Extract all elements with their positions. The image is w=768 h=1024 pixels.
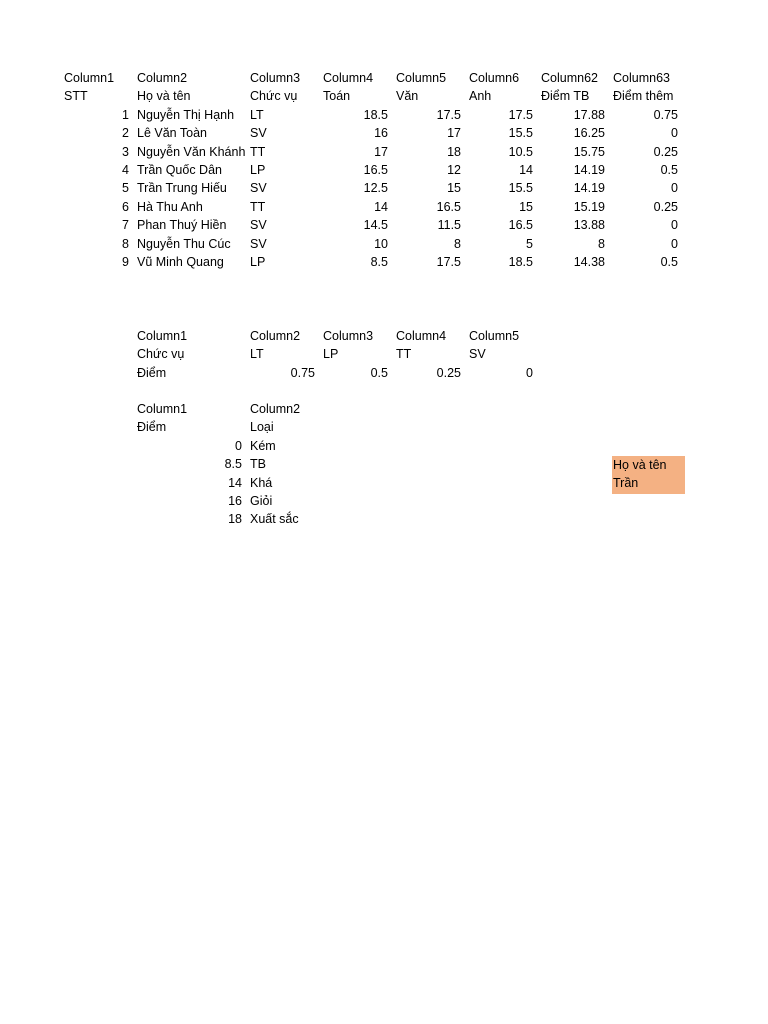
- table3-header-cell[interactable]: Loại: [250, 420, 274, 435]
- table1-cell[interactable]: Nguyễn Văn Khánh: [137, 144, 246, 159]
- table1-cell[interactable]: Hà Thu Anh: [137, 199, 203, 214]
- table1-cell[interactable]: 18.5: [363, 107, 388, 122]
- table1-cell[interactable]: 14.38: [573, 255, 605, 269]
- table1-cell[interactable]: 8: [454, 236, 461, 251]
- table3-cell[interactable]: 8.5: [224, 457, 242, 472]
- table1-cell[interactable]: 5: [526, 236, 533, 251]
- table1-cell[interactable]: 17.5: [508, 107, 533, 122]
- table1-cell[interactable]: 16: [374, 126, 388, 141]
- table1-header-cell[interactable]: Column3: [250, 71, 301, 85]
- table1-header-cell[interactable]: Column62: [541, 71, 598, 85]
- table3-cell[interactable]: 18: [228, 512, 242, 527]
- lookup-label-cell[interactable]: Họ và tên: [613, 458, 667, 472]
- table1-cell[interactable]: LT: [250, 107, 264, 122]
- table1-cell[interactable]: 17.5: [436, 255, 461, 269]
- table1-cell[interactable]: 0.25: [653, 144, 678, 159]
- table1-header-cell[interactable]: Văn: [396, 89, 419, 104]
- table2-cell[interactable]: TT: [396, 347, 412, 362]
- table1-cell[interactable]: 5: [122, 181, 129, 196]
- table1-cell[interactable]: 16.5: [508, 218, 533, 233]
- table2-header-cell[interactable]: Column4: [396, 329, 447, 343]
- table1-cell[interactable]: 0: [671, 181, 678, 196]
- table1-cell[interactable]: TT: [250, 199, 266, 214]
- table2-row-label[interactable]: Điểm: [137, 365, 167, 380]
- table1-cell[interactable]: 2: [122, 126, 129, 141]
- table1-header-cell[interactable]: Toán: [323, 89, 351, 104]
- table1-cell[interactable]: 15: [447, 181, 461, 196]
- table3-header-cell[interactable]: Column2: [250, 402, 301, 416]
- table2-cell[interactable]: LT: [250, 347, 264, 362]
- table1-header-cell[interactable]: Chức vụ: [250, 89, 298, 104]
- table1-cell[interactable]: 11.5: [437, 218, 461, 233]
- table3-header-cell[interactable]: Điểm: [137, 420, 167, 435]
- table1-cell[interactable]: 17: [447, 126, 461, 141]
- table3-cell[interactable]: Xuất sắc: [250, 512, 299, 527]
- table1-cell[interactable]: 10.5: [508, 144, 533, 159]
- table1-cell[interactable]: LP: [250, 163, 266, 177]
- table1-header-cell[interactable]: Column5: [396, 71, 447, 85]
- table3-cell[interactable]: 16: [228, 494, 242, 508]
- table1-cell[interactable]: 15: [519, 199, 533, 214]
- table1-cell[interactable]: Lê Văn Toàn: [137, 126, 207, 141]
- table1-cell[interactable]: 3: [122, 144, 129, 159]
- table1-cell[interactable]: 14.5: [363, 218, 388, 233]
- table1-cell[interactable]: 13.88: [573, 218, 605, 233]
- table1-cell[interactable]: 15.5: [508, 126, 533, 141]
- table1-cell[interactable]: LP: [250, 255, 266, 269]
- table1-cell[interactable]: 18: [447, 144, 461, 159]
- table1-header-cell[interactable]: Họ và tên: [137, 89, 191, 104]
- table1-header-cell[interactable]: Column6: [469, 71, 520, 85]
- table1-cell[interactable]: 15.5: [508, 181, 533, 196]
- table2-row-label[interactable]: Chức vụ: [137, 347, 185, 362]
- table1-cell[interactable]: 17.5: [436, 107, 461, 122]
- table1-header-cell[interactable]: Điểm thêm: [613, 89, 674, 104]
- table1-cell[interactable]: 0: [671, 236, 678, 251]
- table1-cell[interactable]: 8.5: [370, 255, 388, 269]
- table1-header-cell[interactable]: Anh: [469, 89, 492, 104]
- table1-cell[interactable]: Trần Trung Hiếu: [137, 181, 227, 196]
- table1-cell[interactable]: 8: [122, 236, 129, 251]
- table1-header-cell[interactable]: STT: [64, 89, 88, 104]
- table1-cell[interactable]: 16.5: [363, 163, 388, 177]
- table2-header-cell[interactable]: Column5: [469, 329, 520, 343]
- table1-cell[interactable]: Trần Quốc Dân: [137, 163, 222, 177]
- table3-header-cell[interactable]: Column1: [137, 402, 188, 416]
- table2-cell[interactable]: LP: [323, 347, 339, 362]
- table1-cell[interactable]: Phan Thuý Hiền: [137, 218, 227, 233]
- table1-cell[interactable]: 9: [122, 255, 129, 269]
- table1-cell[interactable]: 6: [122, 199, 129, 214]
- table1-cell[interactable]: 12: [447, 163, 461, 177]
- table2-cell[interactable]: 0.25: [436, 365, 461, 380]
- table2-cell[interactable]: 0: [526, 365, 533, 380]
- table1-cell[interactable]: Nguyễn Thu Cúc: [137, 236, 231, 251]
- table1-cell[interactable]: 14.19: [573, 181, 605, 196]
- table2-cell[interactable]: 0.5: [370, 365, 388, 380]
- table1-cell[interactable]: 15.19: [573, 199, 605, 214]
- table3-cell[interactable]: Giỏi: [250, 494, 273, 508]
- table1-cell[interactable]: 4: [122, 163, 129, 177]
- table1-cell[interactable]: 16.5: [436, 199, 461, 214]
- table1-cell[interactable]: 0.5: [660, 255, 678, 269]
- table1-cell[interactable]: 1: [122, 107, 129, 122]
- table1-cell[interactable]: 18.5: [508, 255, 533, 269]
- table1-header-cell[interactable]: Column63: [613, 71, 670, 85]
- table1-cell[interactable]: 0: [671, 126, 678, 141]
- table1-cell[interactable]: 0.75: [653, 107, 678, 122]
- table1-header-cell[interactable]: Column2: [137, 71, 188, 85]
- table3-cell[interactable]: 0: [235, 438, 242, 453]
- table1-cell[interactable]: SV: [250, 236, 267, 251]
- table3-cell[interactable]: Khá: [250, 475, 273, 490]
- table1-cell[interactable]: 12.5: [363, 181, 388, 196]
- table2-header-cell[interactable]: Column1: [137, 329, 188, 343]
- table1-cell[interactable]: 0.25: [653, 199, 678, 214]
- table2-cell[interactable]: 0.75: [290, 365, 315, 380]
- table1-cell[interactable]: 0: [671, 218, 678, 233]
- table1-cell[interactable]: SV: [250, 181, 267, 196]
- table3-cell[interactable]: TB: [250, 457, 266, 472]
- table1-cell[interactable]: 10: [374, 236, 388, 251]
- table1-cell[interactable]: SV: [250, 218, 267, 233]
- lookup-value-cell[interactable]: Trần: [613, 476, 639, 490]
- table1-cell[interactable]: TT: [250, 144, 266, 159]
- table1-cell[interactable]: Vũ Minh Quang: [137, 255, 224, 269]
- table1-cell[interactable]: 14.19: [573, 163, 605, 177]
- table1-cell[interactable]: 14: [374, 199, 388, 214]
- table1-cell[interactable]: SV: [250, 126, 267, 141]
- table1-cell[interactable]: 16.25: [573, 126, 605, 141]
- table1-header-cell[interactable]: Column1: [64, 71, 115, 85]
- table1-cell[interactable]: 17: [374, 144, 388, 159]
- table1-cell[interactable]: 8: [598, 236, 605, 251]
- table3-cell[interactable]: 14: [228, 475, 242, 490]
- table1-cell[interactable]: Nguyễn Thị Hạnh: [137, 107, 235, 122]
- table2-header-cell[interactable]: Column3: [323, 329, 374, 343]
- table1-cell[interactable]: 0.5: [660, 163, 678, 177]
- table1-cell[interactable]: 7: [122, 218, 129, 233]
- table1-cell[interactable]: 17.88: [573, 107, 605, 122]
- table3-cell[interactable]: Kém: [250, 438, 276, 453]
- table1-cell[interactable]: 14: [519, 163, 533, 177]
- table1-header-cell[interactable]: Điểm TB: [541, 89, 590, 104]
- table1-header-cell[interactable]: Column4: [323, 71, 374, 85]
- table1-cell[interactable]: 15.75: [573, 144, 605, 159]
- table2-cell[interactable]: SV: [469, 347, 486, 362]
- table2-header-cell[interactable]: Column2: [250, 329, 301, 343]
